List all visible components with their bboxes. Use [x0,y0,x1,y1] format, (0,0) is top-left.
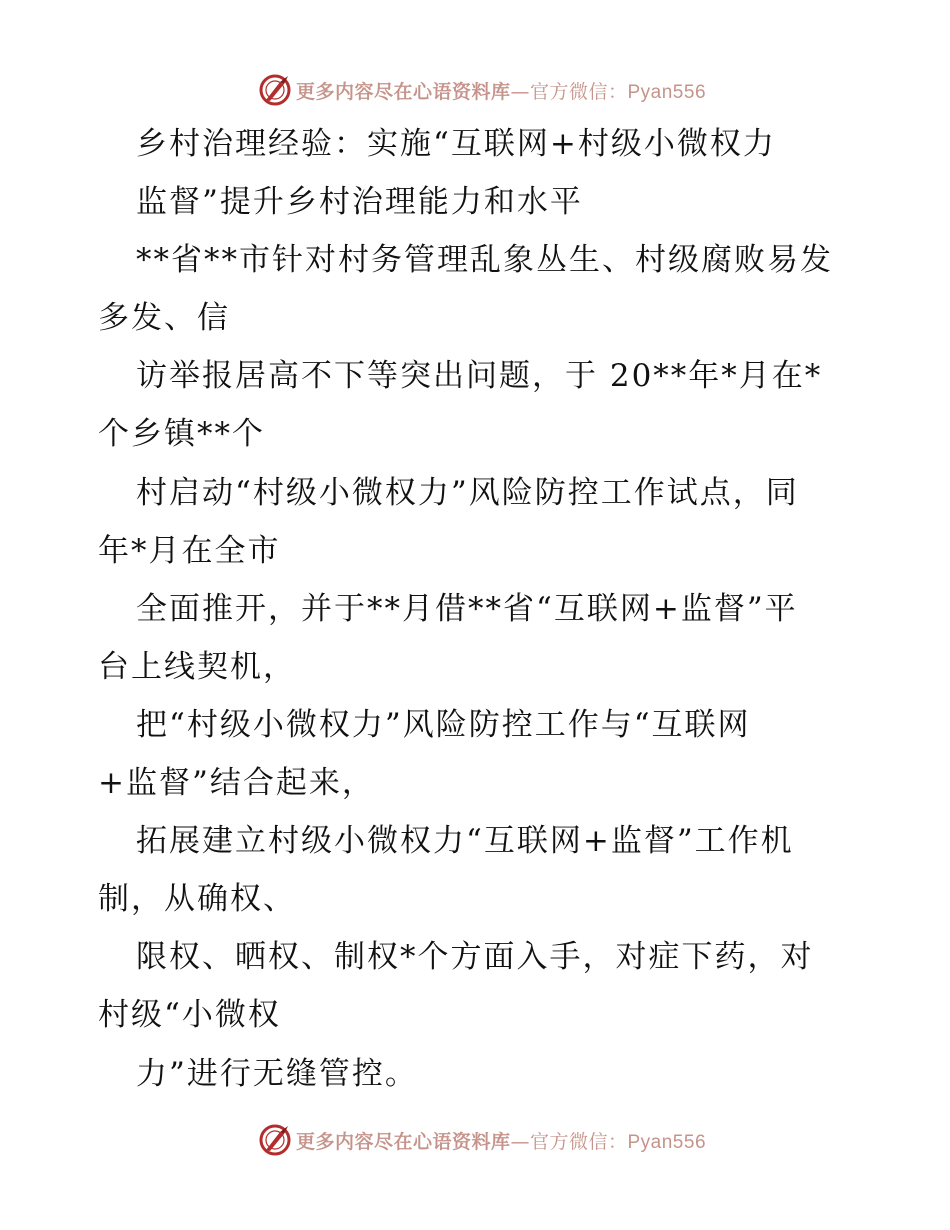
paragraph-line: +监督”结合起来， [98,765,375,802]
paragraph-line: 村启动“村级小微权力”风险防控工作试点，同 [136,474,799,511]
header-banner-text [296,77,706,104]
paragraph-line: 年*月在全市 [98,532,281,569]
document-body [98,115,858,1103]
paragraph-line: 力”进行无缝管控。 [136,1055,418,1092]
paragraph-line: 访举报居高不下等突出问题，于 20**年*月在* [136,358,823,395]
paragraph-line: 村级“小微权 [98,997,281,1034]
header-library-text: 更多内容尽在心语资料库 [295,80,511,103]
paragraph-line: **省**市针对村务管理乱象丛生、村级腐败易发 [136,242,833,279]
paragraph-line: 全面推开，并于**月借**省“互联网+监督”平 [136,590,798,627]
paragraph-line: 多发、信 [98,300,230,337]
header-wechat-id: Pyan556 [627,81,707,103]
footer-banner-text [296,1127,706,1154]
footer-wechat-label: 官方微信： [529,1130,628,1153]
paragraph-line: 拓展建立村级小微权力“互联网+监督”工作机 [136,823,794,860]
quill-pen-logo-icon [258,1123,292,1157]
quill-pen-logo-icon [258,73,292,107]
paragraph-line: 个乡镇**个 [98,416,265,453]
footer-dash: — [510,1130,530,1153]
footer-banner-content [258,1123,706,1157]
footer-banner [0,1120,950,1160]
header-banner-content [258,73,706,107]
header-dash: — [510,80,530,103]
header-wechat-label: 官方微信： [529,80,628,103]
header-banner [0,70,950,110]
paragraph-line: 限权、晒权、制权*个方面入手，对症下药，对 [136,939,814,976]
title-line-2: 监督”提升乡村治理能力和水平 [136,184,583,221]
paragraph-line: 制，从确权、 [98,881,296,918]
paragraph-line: 台上线契机， [98,648,296,685]
footer-wechat-id: Pyan556 [627,1131,707,1153]
title-line-1: 乡村治理经验：实施“互联网+村级小微权力 [136,126,776,162]
paragraph-line: 把“村级小微权力”风险防控工作与“互联网 [136,706,751,743]
footer-library-text: 更多内容尽在心语资料库 [295,1130,511,1153]
